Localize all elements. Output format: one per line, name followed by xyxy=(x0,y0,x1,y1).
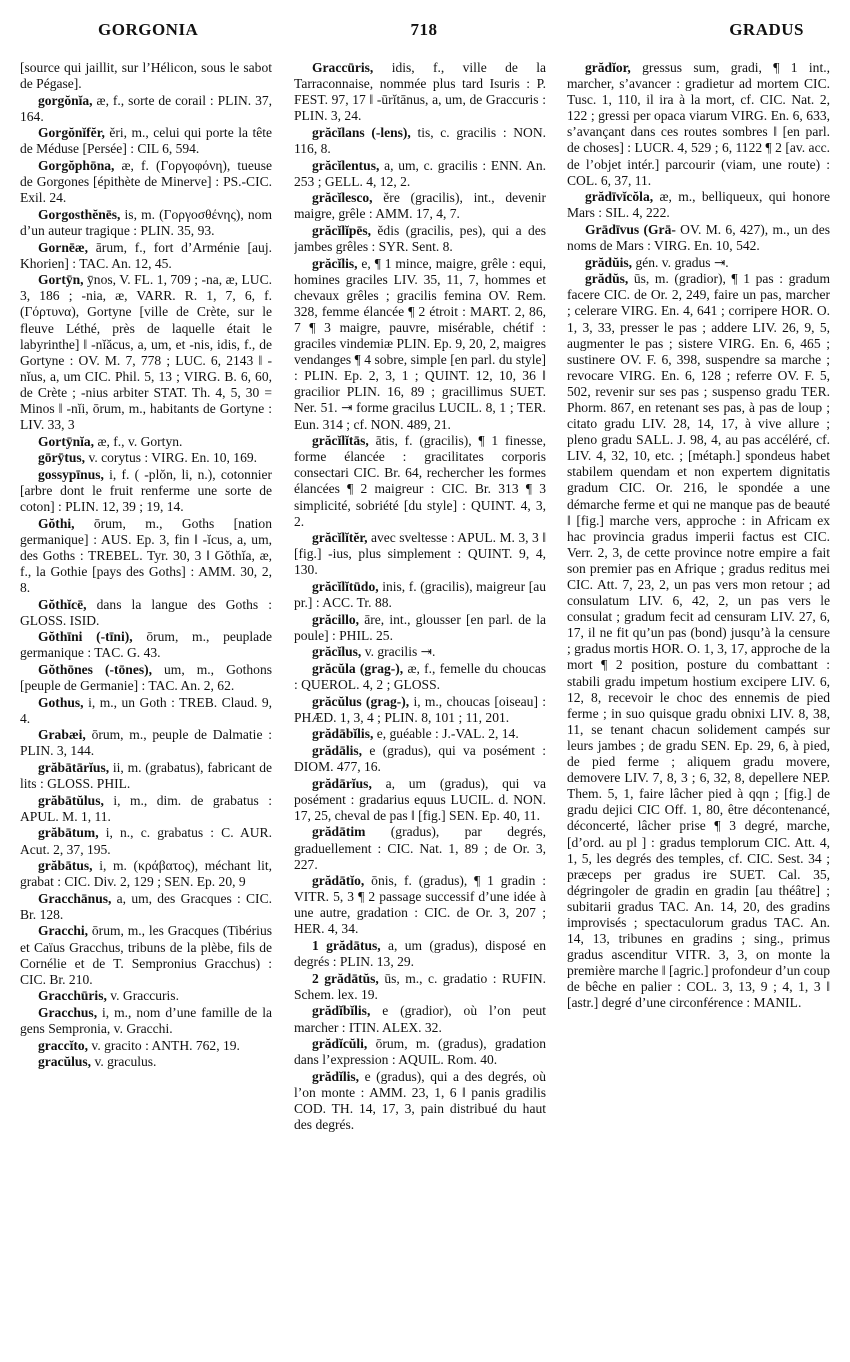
entry-definition: OV. M. 6, 427), m., un des noms de Mars : VIRG. En. 10, 542. xyxy=(567,221,830,254)
dictionary-entry xyxy=(20,727,272,759)
dictionary-entry xyxy=(294,612,546,644)
dictionary-entry xyxy=(294,971,546,1003)
entry-headword: Gracchus, xyxy=(38,1004,98,1020)
entry-headword: grăcĭlĭtĕr, xyxy=(312,530,368,546)
entry-headword: Grādīvus (Grā- xyxy=(585,221,676,237)
entry-definition: a, um (gradus), qui va posément : gradarius equus LUCIL. d. NON. 17, 25, cheval de pas ‖ [fig.] SEN. Ep. 40, 11. xyxy=(294,775,546,823)
entry-headword: Gŏthīni (-tīni), xyxy=(38,629,133,645)
entry-headword: Graccūris, xyxy=(312,60,374,75)
entry-definition: v. gracito : ANTH. 762, 19. xyxy=(91,1037,240,1053)
entry-headword: grăcĭlis, xyxy=(312,255,358,271)
entry-headword: 1 grădātus, xyxy=(312,938,381,954)
dictionary-entry xyxy=(294,873,546,937)
entry-definition: gén. v. gradus ⇥. xyxy=(635,254,729,270)
entry-headword: grădālis, xyxy=(312,742,363,758)
entry-definition: ĕdis (gracilis, pes), qui a des jambes grêles : SYR. Sent. 8. xyxy=(294,222,546,255)
entry-headword: Gracchānus, xyxy=(38,890,112,906)
dictionary-entry xyxy=(20,1005,272,1037)
dictionary-entry xyxy=(20,858,272,890)
entry-definition: v. corytus : VIRG. En. 10, 169. xyxy=(88,450,258,466)
entry-headword: Gortȳn, xyxy=(38,272,84,288)
entry-headword: grădārĭus, xyxy=(312,775,372,791)
entry-definition: [source qui jaillit, sur l’Hélicon, sous le sabot de Pégase]. xyxy=(20,60,272,92)
dictionary-entry xyxy=(20,450,272,466)
entry-definition: i, n., c. grabatus : C. AUR. Acut. 2, 37, 195. xyxy=(20,825,272,857)
entry-headword: grăcĭlĭtās, xyxy=(312,433,369,449)
dictionary-entry xyxy=(20,629,272,661)
entry-headword: Gŏthĭcē, xyxy=(38,596,87,612)
dictionary-entry xyxy=(294,938,546,970)
entry-headword: Gorgŏphōna, xyxy=(38,158,115,174)
entry-definition: ōrum, m. (gradus), gradation dans l’expression : AQUIL. Rom. 40. xyxy=(294,1036,546,1068)
entry-headword: grăcĭlans (-lens), xyxy=(312,124,411,140)
entry-definition: e (gradus), qui va posément : DIOM. 477, 16. xyxy=(294,742,546,775)
entry-headword: Gortȳnĭa, xyxy=(38,433,95,449)
entry-headword: grădĭlis, xyxy=(312,1068,360,1084)
dictionary-entry xyxy=(20,240,272,272)
entry-headword: grădĭcŭli, xyxy=(312,1036,368,1052)
entry-headword: grăcĭlĭpēs, xyxy=(312,222,372,238)
entry-headword: grăbātum, xyxy=(38,825,99,841)
entry-headword: grădŭs, xyxy=(585,271,629,287)
entry-headword: gossypīnus, xyxy=(38,466,104,482)
dictionary-entry xyxy=(294,726,546,742)
dictionary-entry xyxy=(294,644,546,660)
dictionary-entry xyxy=(20,516,272,596)
entry-headword: grăcĭlĭtūdo, xyxy=(312,579,379,594)
entry-headword: Gŏthōnes (-tōnes), xyxy=(38,661,152,677)
entry-headword: grăcĭlesco, xyxy=(312,190,373,206)
entry-definition: a, um, des Gracques : CIC. Br. 128. xyxy=(20,890,272,922)
entry-definition: ōrum, m., les Gracques (Tibérius et Caïus Gracchus, tribuns de la plèbe, fils de Cornélie et de T. Sempronius Gracchus) : CIC. Br. 210. xyxy=(20,923,272,987)
dictionary-entry xyxy=(294,530,546,578)
entry-definition: ūs, m. (gradior), ¶ 1 pas : gradum facere CIC. de Or. 2, 249, faire un pas, marcher ; celerare VIRG. En. 4, 641 ; corripere HOR. O. 1, 3, 33, presser le pas ; addere LIV. 26, 9, 5, augmenter le pas ; sistere VIRG. En. 6, 465 ; sustinere OV. F. 6, 398, suspendre sa marche ; revocare VIRG. En. 6, 128 ; referre OV. F. 5, 502, revenir sur ses pas ; suspenso gradu TER. Phorm. 867, en retenant ses pas, à pas de loup ; citato gradu LIV. 28, 14, 17, à vive allure ; pleno gradu SALL. J. 98, 4, au pas accéléré, cf. LIV. 4, 32, 10, etc. ; [métaph.] spondeus habet stabilem quendam et non expertem dignitatis gradum CIC. Or. 216, le spondée a une démarche ferme et qui ne manque pas de beauté ‖ [fig.] marche vers, approche : in Africam ex hac provincia gradus imperii factus est CIC. Verr. 2, 3, de cette province notre empire a fait son premier pas en Afrique ; gradus reditus mei CIC. Att. 7, 23, 2, un pas vers mon retour ; ad consulatum LIV. 6, 42, 2, un pas vers le consulat ; gradum fecit ad censuram LIV. 27, 6, 17, il ne fit qu’un pas (bond) jusqu’à la censure ; gradus mortis HOR. O. 1, 3, 17, approche de la mort ¶ 2 position, posture du combattant : stabili gradu impetum hostium excipere LIV. 6, 12, 8, recevoir le choc des ennemis de pied ferme ; in suo quisque gradu obnixi LIV. 8, 38, 11, se tenant chacun solidement campés sur leurs jambes ; de gradu SEN. Ep. 29, 6, à pied, de pied ferme ; aliquem gradu movere, demovere LIV. 7, 8, 3 ; 6, 32, 8, depellere NEP. Them. 5, 1, faire lâcher pied à qqn ; [fig.] de gradu dejici CIC Off. 1, 80, être décontenancé, déconcerté, lâcher prise ¶ 3 degré, marche, [d’ord. au pl ] : gradus templorum CIC. Att. 4, 1, 5, les degrés des temples, cf. CIC. Sest. 34 ; præceps per gradus ire SUET. Cal. 35, dégringoler de gradin en gradin [au théâtre] ; subitarii gradus TAC. An. 14, 20, des gradins improvisés ; spectaculorum gradus TAC. An. 14, 13, tribunes en gradins ; sing., primus gradus ascenditur VITR. 3, 3, on monte la première marche ‖ [agric.] profondeur d’un coup de bêche en palier : COL. 3, 13, 9 ; 4, 1, 3 ‖ [astr.] degré d’une circonférence : MANIL. xyxy=(567,271,830,1011)
entry-definition: i, m., nom d’une famille de la gens Sempronia, v. Gracchi. xyxy=(20,1004,272,1037)
entry-definition: e (gradior), où l’on peut marcher : ITIN. ALEX. 32. xyxy=(294,1003,546,1035)
entry-headword: graccĭto, xyxy=(38,1037,89,1053)
dictionary-entry xyxy=(294,60,546,124)
entry-headword: Gornēæ, xyxy=(38,239,89,255)
entry-definition: avec sveltesse : APUL. M. 3, 3 ‖ [fig.] -ius, plus simplement : QUINT. 9, 4, 130. xyxy=(294,530,546,578)
entry-headword: Gorgosthĕnēs, xyxy=(38,206,121,222)
entry-definition: æ, f., femelle du choucas : QUEROL. 4, 2 ; GLOSS. xyxy=(294,660,546,693)
entry-definition: ūs, m., c. gradatio : RUFIN. Schem. lex. 19. xyxy=(294,970,546,1002)
entry-headword: Gracchūris, xyxy=(38,988,107,1004)
entry-headword: grădĭor, xyxy=(585,60,631,75)
entry-headword: grădīvĭcŏla, xyxy=(585,189,654,205)
dictionary-entry xyxy=(20,1038,272,1054)
dictionary-entry xyxy=(294,694,546,726)
entry-definition: ĕre (gracilis), int., devenir maigre, grêle : AMM. 17, 4, 7. xyxy=(294,190,546,222)
dictionary-entry xyxy=(294,256,546,433)
entry-definition: ĕri, m., celui qui porte la tête de Méduse [Persée] : CIL 6, 594. xyxy=(20,125,272,157)
entry-definition: e, guéable : J.-VAL. 2, 14. xyxy=(376,726,519,742)
dictionary-entry xyxy=(567,222,830,254)
entry-definition: ārum, f., fort d’Arménie [auj. Khorien] : TAC. An. 12, 45. xyxy=(20,239,272,271)
dictionary-entry xyxy=(567,271,830,1011)
dictionary-entry xyxy=(20,434,272,450)
entry-definition: æ, f. (Γοργοφόνη), tueuse de Gorgones [épithète de Minerve] : PS.-CIC. Exil. 24. xyxy=(20,158,272,206)
dictionary-entry xyxy=(20,125,272,157)
entry-definition: æ, f., v. Gortyn. xyxy=(97,433,183,449)
dictionary-entry xyxy=(20,207,272,239)
entry-headword: Gŏthi, xyxy=(38,515,75,531)
entry-headword: Gorgŏnĭfĕr, xyxy=(38,125,105,141)
dictionary-entry xyxy=(294,743,546,775)
entry-definition: ōrum, m., Goths [nation germanique] : AUS. Ep. 3, fin ‖ -ĭcus, a, um, des Goths : TREBEL. Tyr. 30, 3 ‖ Gŏthĭa, æ, f., la Gothie [pays des Goths] : AMM. 30, 2, 8. xyxy=(20,515,272,595)
entry-definition: v. graculus. xyxy=(94,1054,157,1070)
header-right-guideword: GRADUS xyxy=(729,20,804,39)
dictionary-entry xyxy=(20,467,272,515)
entry-headword: gracŭlus, xyxy=(38,1054,92,1070)
dictionary-entry xyxy=(20,1054,272,1070)
dictionary-entry xyxy=(20,695,272,727)
entry-headword: Gracchi, xyxy=(38,923,89,939)
dictionary-entry xyxy=(20,825,272,857)
dictionary-entry xyxy=(20,760,272,792)
entry-definition: e, ¶ 1 mince, maigre, grêle : equi, homines graciles LIV. 35, 11, 7, hommes et chevaux grêles ; gracilis femina OV. Rem. 328, femme élancée ¶ 2 étroit : MART. 2, 86, 7 ¶ 3 maigre, pauvre, misérable, chétif : graciles vindemiæ PLIN. Ep. 9, 20, 2, maigres vendanges ¶ 4 sobre, simple [en parl. du style] : PLIN. Ep. 2, 3, 1 ; QUINT. 12, 10, 36 ‖ gracilior PLIN. 16, 89 ; gracillimus SUET. Ner. 51. ⇥ forme gracilus LUCIL. 8, 1 ; TER. Eun. 314 ; cf. NON. 489, 21. xyxy=(294,255,546,432)
entry-definition: e (gradus), qui a des degrés, où l’on monte : AMM. 23, 1, 6 ‖ panis gradilis COD. TH. 14, 17, 3, pain distribué du haut des degrés. xyxy=(294,1068,546,1133)
entry-definition: idis, f., ville de la Tarraconnaise, nommée plus tard Isuris : P. FEST. 97, 17 ‖ -ūrĭtānus, a, um, de Graccuris : PLIN. 3, 24. xyxy=(294,60,546,124)
dictionary-entry xyxy=(294,1003,546,1035)
entry-headword: gōrȳtus, xyxy=(38,450,86,466)
dictionary-entry xyxy=(20,662,272,694)
entry-headword: grăcŭlus (grag-), xyxy=(312,693,410,709)
entry-headword: grăcŭla (grag-), xyxy=(312,660,404,676)
entry-headword: grăcĭlentus, xyxy=(312,157,380,173)
column-1 xyxy=(20,60,272,1358)
entry-headword: grăbātārĭus, xyxy=(38,760,110,776)
entry-definition: um, m., Gothons [peuple de Germanie] : TAC. An. 2, 62. xyxy=(20,661,272,694)
dictionary-entry xyxy=(294,579,546,611)
entry-headword: grădābĭlis, xyxy=(312,726,374,742)
entry-definition: i, f. ( -plŏn, li, n.), cotonnier [arbre dont le fruit renferme une sorte de coton] : PLIN. 12, 39 ; 19, 14. xyxy=(20,466,272,515)
dictionary-entry xyxy=(294,190,546,222)
entry-definition: i, m., un Goth : TREB. Claud. 9, 4. xyxy=(20,694,272,726)
page-header xyxy=(20,20,828,46)
entry-headword: 2 grădātŭs, xyxy=(312,970,379,986)
entry-headword: grăcĭlus, xyxy=(312,644,362,660)
dictionary-entry xyxy=(294,776,546,824)
entry-definition: tis, c. gracilis : NON. 116, 8. xyxy=(294,124,546,156)
entry-definition: v. Graccuris. xyxy=(110,988,179,1004)
entry-definition: æ, f., sorte de corail : PLIN. 37, 164. xyxy=(20,92,272,124)
dictionary-entry xyxy=(294,1036,546,1068)
entry-headword: Grabæi, xyxy=(38,727,86,743)
entry-headword: grăcillo, xyxy=(312,611,360,627)
dictionary-entry xyxy=(20,597,272,629)
entry-headword: grăbātus, xyxy=(38,858,93,874)
dictionary-entry xyxy=(567,255,830,271)
entry-headword: grădĭbĭlis, xyxy=(312,1003,371,1019)
entry-definition: ōrum, m., peuple de Dalmatie : PLIN. 3, 144. xyxy=(20,727,272,759)
column-2 xyxy=(294,60,546,1358)
dictionary-entry xyxy=(294,661,546,693)
entry-definition: ōrum, m., peuplade germanique : TAC. G. 43. xyxy=(20,629,272,661)
dictionary-entry xyxy=(567,60,830,189)
entry-headword: grădātim xyxy=(312,824,366,840)
entry-definition: ōnis, f. (gradus), ¶ 1 gradin : VITR. 5, 3 ¶ 2 passage successif d’une idée à une autre, gradation : CIC. de Or. 3, 207 ; HER. 4, 34. xyxy=(294,873,546,937)
entry-headword: Gothus, xyxy=(38,694,84,710)
entry-definition: ii, m. (grabatus), fabricant de lits : GLOSS. PHIL. xyxy=(20,760,272,792)
dictionary-entry xyxy=(20,93,272,125)
entry-definition: v. gracilis ⇥. xyxy=(364,644,436,660)
dictionary-entry xyxy=(20,793,272,825)
dictionary-entry xyxy=(20,988,272,1004)
column-3 xyxy=(567,60,830,1358)
entry-headword: grădŭis, xyxy=(585,254,633,270)
entry-definition: i, m., dim. de grabatus : APUL. M. 1, 11. xyxy=(20,792,272,824)
entry-definition: a, um (gradus), disposé en degrés : PLIN. 13, 29. xyxy=(294,938,546,970)
entry-definition: i, m., choucas [oiseau] : PHÆD. 1, 3, 4 ; PLIN. 8, 101 ; 11, 201. xyxy=(294,693,546,725)
header-left-guideword: GORGONIA xyxy=(98,20,199,39)
dictionary-entry xyxy=(20,272,272,433)
entry-definition: is, m. (Γοργοσθένης), nom d’un auteur tragique : PLIN. 35, 93. xyxy=(20,206,272,238)
entry-definition: inis, f. (gracilis), maigreur [au pr.] : ACC. Tr. 88. xyxy=(294,579,546,611)
dictionary-columns xyxy=(20,60,832,1358)
entry-headword: gorgŏnĭa, xyxy=(38,92,93,108)
entry-definition: dans la langue des Goths : GLOSS. ISID. xyxy=(20,596,272,628)
entry-definition: gressus sum, gradi, ¶ 1 int., marcher, s’avancer : gradietur ad mortem CIC. Tusc. 1, 110, il ira à la mort, cf. CIC. Nat. 2, 122 ; gressi per opaca viarum VIRG. En. 6, 633, s’avançant dans ces routes sombres ‖ [en parl. de choses] : LUCR. 4, 529 ; 6, 1122 ¶ 2 [av. acc. de l’objet intér.] parcourir (viam, une route) : COL. 6, 37, 11. xyxy=(567,60,830,188)
dictionary-entry xyxy=(20,923,272,987)
dictionary-entry xyxy=(20,60,272,92)
dictionary-entry xyxy=(294,223,546,255)
entry-headword: grădātĭo, xyxy=(312,873,365,889)
dictionary-entry xyxy=(294,824,546,872)
entry-definition: i, m. (κράβατος), méchant lit, grabat : CIC. Div. 2, 129 ; SEN. Ep. 20, 9 xyxy=(20,858,272,890)
dictionary-entry xyxy=(294,158,546,190)
dictionary-entry xyxy=(20,158,272,206)
dictionary-entry xyxy=(294,1069,546,1133)
entry-headword: grăbātŭlus, xyxy=(38,792,104,808)
entry-definition: (gradus), par degrés, graduellement : CIC. Nat. 1, 89 ; de Or. 3, 227. xyxy=(294,824,546,872)
dictionary-entry xyxy=(567,189,830,221)
dictionary-entry xyxy=(20,891,272,923)
entry-definition: æ, m., belliqueux, qui honore Mars : SIL. 4, 222. xyxy=(567,189,830,221)
entry-definition: āre, int., glousser [en parl. de la poule] : PHIL. 25. xyxy=(294,611,546,643)
entry-definition: a, um, c. gracilis : ENN. An. 253 ; GELL. 4, 12, 2. xyxy=(294,157,546,189)
entry-definition: ātis, f. (gracilis), ¶ 1 finesse, forme élancée : gracilitates corporis consectari CIC. Br. 64, rechercher les formes élancées ¶ 2 maigreur : CIC. Br. 313 ¶ 3 simplicité, sobriété [du style] : QUINT. 4, 3, 2. xyxy=(294,433,546,529)
dictionary-entry xyxy=(294,125,546,157)
entry-definition: ȳnos, V. FL. 1, 709 ; -na, æ, LUC. 3, 186 ; -nia, æ, VARR. R. 1, 7, 6, f. (Γόρτυνα), Gortyne [ville de Crète, sur le fleuve Léthé, près de laquelle était le labyrinthe] ‖ -nĭăcus, a, um, et -nis, idis, f., de Gortyne : OV. M. 7, 778 ; LUC. 6, 2143 ‖ -nĭus, a, um CIC. Phil. 5, 13 ; VIRG. B. 6, 60, de Crète ; -nius arbiter STAT. Th. 4, 5, 30 = Minos ‖ -nĭi, ōrum, m., habitants de Gortyne : LIV. 33, 3 xyxy=(20,272,272,433)
page-number: 718 xyxy=(410,20,438,39)
dictionary-entry xyxy=(294,433,546,530)
